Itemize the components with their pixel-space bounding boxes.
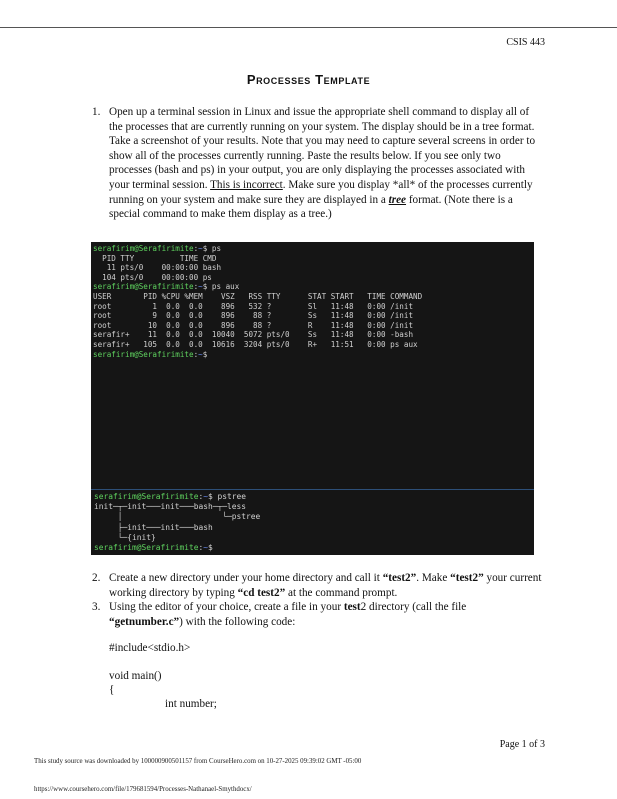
list-item-3 <box>92 600 542 629</box>
pstree-output <box>94 492 260 553</box>
item-number: 2. <box>92 572 101 584</box>
terminal-output <box>93 244 422 359</box>
header-rule <box>0 27 617 28</box>
terminal-output-line: root 1 0.0 0.0 896 532 ? Sl 11:48 0:00 /init <box>93 301 414 311</box>
terminal-output-line: init─┬─init───init───bash─┬─less <box>94 502 247 512</box>
pstree-screenshot <box>91 489 534 556</box>
code-line: #include<stdio.h> <box>109 642 191 654</box>
page-title: Processes Template <box>246 72 371 87</box>
code-line: void main() <box>109 670 162 682</box>
terminal-output-line: 11 pts/0 00:00:00 bash <box>93 263 222 273</box>
terminal-output-line: ├─init───init───bash <box>94 522 213 532</box>
terminal-prompt-line: serafirim@Serafirimite:~$ pstree <box>94 492 247 501</box>
item-text: Open up a terminal session in Linux and issue the appropriate shell command to display all of the processes that are currently running on your system. The display should be in a tree format. Take a screenshot of your results. Note that you may need to capture several screens in order to show all of the processes currently running. Paste the results below. If you see only two processes (bash and ps) in your output, you are only displaying the processes associated with your terminal session. This is incorrect. Make sure you display *all* of the processes currently running on your system and make sure they are displayed in a tree format. (Note there is a special command to make them display as a tree.) <box>109 106 536 221</box>
item-number: 3. <box>92 601 101 613</box>
terminal-output-line: PID TTY TIME CMD <box>93 253 217 263</box>
terminal-prompt-line: serafirim@Serafirimite:~$ <box>94 543 218 553</box>
terminal-prompt-line: serafirim@Serafirimite:~$ ps <box>93 244 222 253</box>
terminal-output-line: └─{init} <box>94 532 156 542</box>
terminal-prompt-line: serafirim@Serafirimite:~$ ps aux <box>93 282 240 292</box>
item-text: Using the editor of your choice, create a file in your test2 directory (call the file “getnumber.c”) with the following code: <box>109 601 467 628</box>
item-number: 1. <box>92 106 101 118</box>
page-number: Page 1 of 3 <box>499 739 545 750</box>
list-item-2 <box>92 571 542 600</box>
source-url: https://www.coursehero.com/file/179681594/Processes-Nathanael-Smythdocx/ <box>34 786 252 793</box>
underlined-text: This is incorrect <box>210 178 283 191</box>
list-item-1 <box>92 105 542 222</box>
terminal-output-line: serafir+ 11 0.0 0.0 10040 5072 pts/0 Ss 11:48 0:00 -bash <box>93 330 414 340</box>
terminal-output-line: 104 pts/0 00:00:00 ps <box>93 272 212 282</box>
course-code: CSIS 443 <box>506 37 545 48</box>
terminal-output-line: USER PID %CPU %MEM VSZ RSS TTY STAT START TIME COMMAND <box>93 291 423 301</box>
terminal-output-line: │ └─pstree <box>94 512 261 522</box>
item-text: Create a new directory under your home directory and call it “test2”. Make “test2” your current working directory by typing “cd test2” at the command prompt. <box>109 572 542 599</box>
terminal-output-line: root 10 0.0 0.0 896 88 ? R 11:48 0:00 /init <box>93 320 414 330</box>
terminal-output-line: serafir+ 105 0.0 0.0 10616 3204 pts/0 R+ 11:51 0:00 ps aux <box>93 339 418 349</box>
code-line: int number; <box>165 698 217 710</box>
emphasis-tree: tree <box>388 193 407 206</box>
download-notice: This study source was downloaded by 100000900501157 from CourseHero.com on 10-27-2025 09:39:02 GMT -05:00 <box>34 758 362 765</box>
code-line: { <box>109 684 115 696</box>
terminal-screenshot <box>91 242 534 555</box>
terminal-output-line: root 9 0.0 0.0 896 88 ? Ss 11:48 0:00 /init <box>93 311 414 321</box>
terminal-prompt-line: serafirim@Serafirimite:~$ <box>93 349 212 359</box>
